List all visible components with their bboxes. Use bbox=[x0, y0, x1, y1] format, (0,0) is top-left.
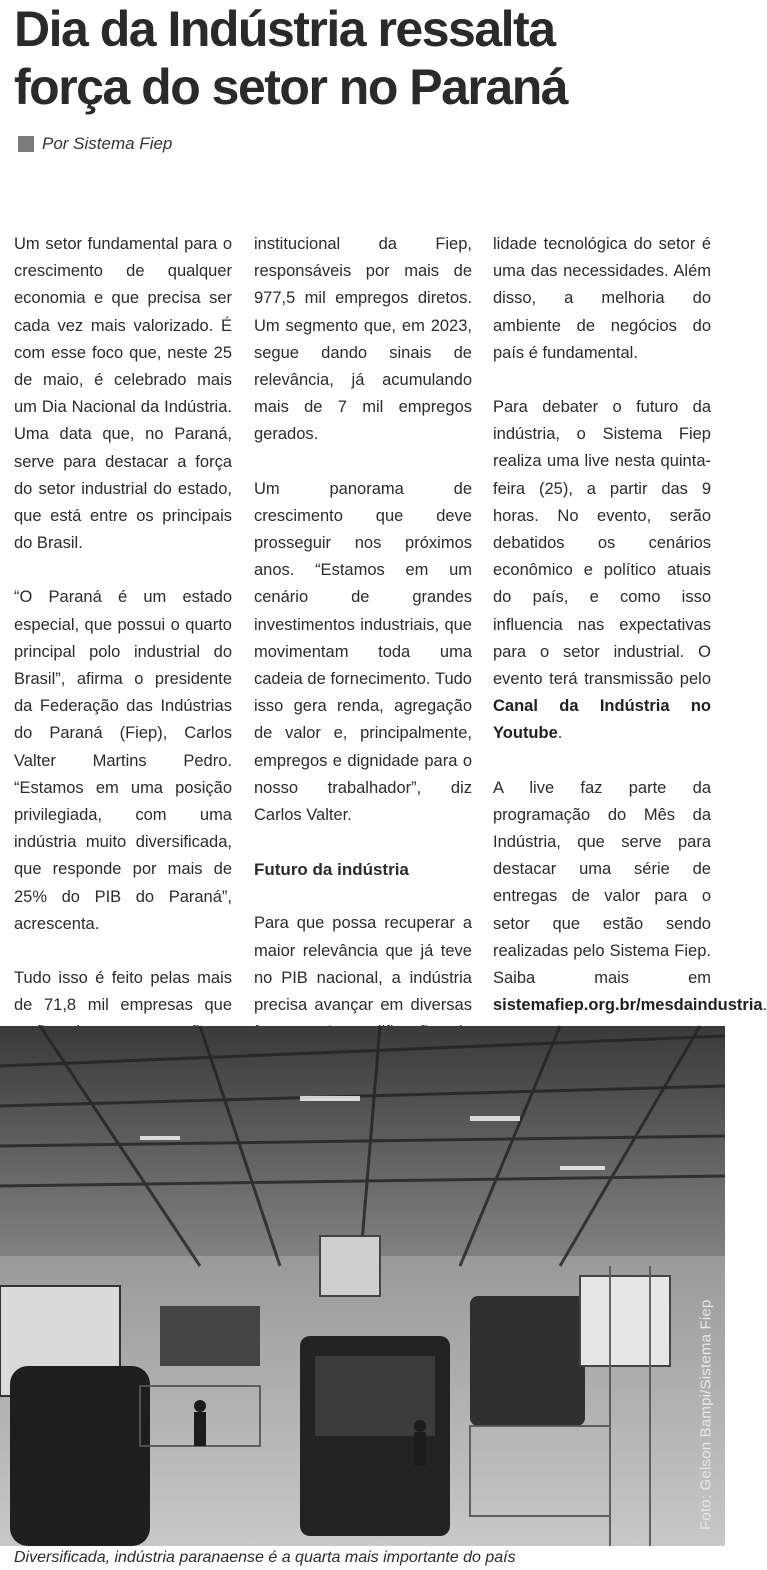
paragraph bbox=[493, 394, 711, 748]
paragraph: institucional da Fiep, responsáveis por mais de 977,5 mil empregos diretos. Um segmento que, em 2023, segue dando sinais de relevância, já acumulando mais de 7 mil empregos gerados. bbox=[254, 235, 472, 444]
headline bbox=[14, 0, 714, 116]
paragraph: lidade tecnológica do setor é uma das necessidades. Além disso, a melhoria do ambiente de negócios do país é fundamental. bbox=[493, 235, 711, 362]
column-2 bbox=[254, 231, 472, 1074]
subheading: Futuro da indústria bbox=[254, 860, 409, 880]
paragraph: “O Paraná é um estado especial, que possui o quarto principal polo industrial do Brasil”, afirma o presidente da Federação das Indústrias do Paraná (Fiep), Carlos Valter Martins Pedro. “Estamos em uma posição privilegiada, com uma indústria muito diversificada, que responde por mais de 25% do PIB do Paraná”, acrescenta. bbox=[14, 588, 232, 933]
factory-photo-icon bbox=[0, 1026, 725, 1546]
headline-line-2: força do setor no Paraná bbox=[14, 59, 568, 115]
column-1 bbox=[14, 231, 232, 1047]
photo-caption: Diversificada, indústria paranaense é a quarta mais importante do país bbox=[14, 1549, 516, 1566]
paragraph: Um panorama de crescimento que deve prosseguir nos próximos anos. “Estamos em um cenário de grandes investimentos industriais, que movimentam toda uma cadeia de fornecimento. Tudo isso gera renda, agregação de valor e, principalmente, empregos e dignidade para o nosso trabalhador”, diz Carlos Valter. bbox=[254, 479, 472, 825]
factory-photo bbox=[0, 1026, 725, 1546]
byline-square-icon bbox=[18, 136, 34, 152]
website-link[interactable]: sistemafiep.org.br/mesdaindustria bbox=[493, 996, 763, 1015]
photo-credit: Foto: Gelson Bampi/Sistema Fiep bbox=[697, 1299, 715, 1530]
paragraph bbox=[493, 775, 767, 1020]
byline-author: Por Sistema Fiep bbox=[42, 134, 173, 153]
text-run: . bbox=[762, 996, 767, 1015]
headline-line-1: Dia da Indústria ressalta bbox=[14, 1, 555, 57]
column-3 bbox=[493, 231, 767, 1019]
youtube-channel-link[interactable]: Canal da Indústria no Youtube bbox=[493, 697, 711, 743]
text-run: . bbox=[557, 724, 563, 743]
text-run: A live faz parte da programação do Mês da Indústria, que serve para destacar uma série de entregas de valor para o setor que estão sendo realizadas pelo Sistema Fiep. Saiba mais em bbox=[493, 778, 711, 988]
paragraph: Para que possa recuperar a maior relevância que já teve no PIB nacional, a indústria precisa avançar em diversas bbox=[254, 914, 472, 1015]
paragraph: Tudo isso é feito pelas mais de 71,8 mil empresas que bbox=[14, 969, 232, 1015]
byline bbox=[18, 132, 172, 156]
text-run: Para debater o futuro da indústria, o Sistema Fiep realiza uma live nesta quinta-feira (25), a partir das 9 horas. No evento, serão debatidos os cenários econômico e político atuais do país, e como isso influencia nas expectativas para o setor industrial. O evento terá transmissão pelo bbox=[493, 398, 711, 689]
paragraph: Um setor fundamental para o crescimento de qualquer economia e que precisa ser cada vez mais valorizado. É com esse foco que, neste 25 de maio, é celebrado mais um Dia Nacional da Indústria. Uma data que, no Paraná, serve para destacar a força do setor industrial do estado, que está entre os principais do Brasil. bbox=[14, 235, 232, 553]
